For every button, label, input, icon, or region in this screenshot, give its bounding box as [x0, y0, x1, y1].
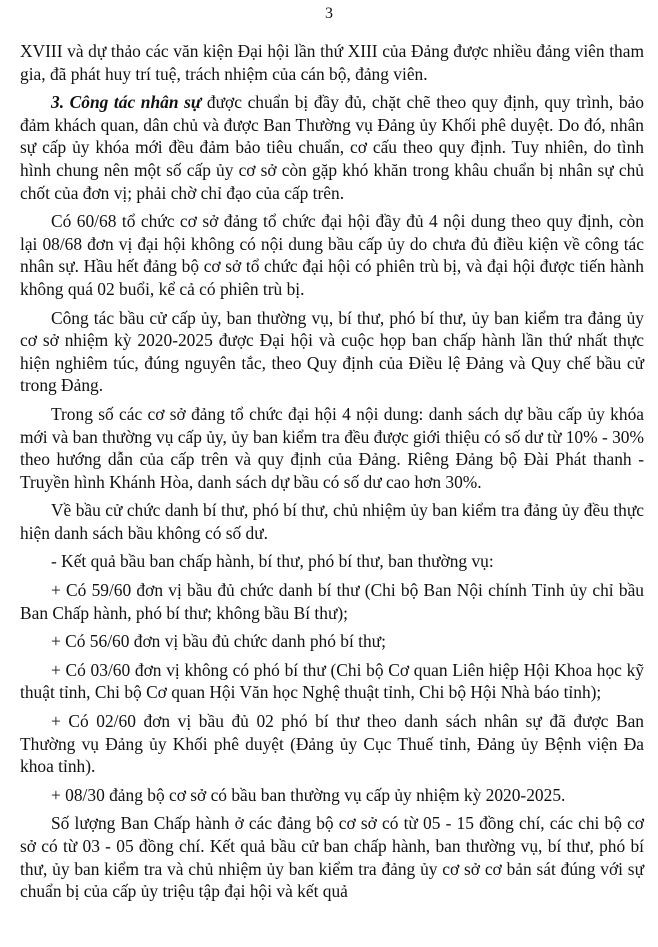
section-heading: 3. Công tác nhân sự — [51, 92, 202, 113]
list-item: + Có 02/60 đơn vị bầu đủ 02 phó bí thư theo danh sách nhân sự đã được Ban Thường vụ Đảng ủy Khối phê duyệt (Đảng ủy Cục Thuế tỉnh, Đảng ủy Bệnh viện Đa khoa tỉnh). — [20, 711, 644, 777]
list-item: + Có 59/60 đơn vị bầu đủ chức danh bí thư (Chi bộ Ban Nội chính Tỉnh ủy chỉ bầu Ban Chấp hành, phó bí thư; không bầu Bí thư); — [20, 580, 644, 623]
list-item: + 08/30 đảng bộ cơ sở có bầu ban thường vụ cấp ủy nhiệm kỳ 2020-2025. — [51, 784, 566, 805]
paragraph-personnel-section — [20, 91, 644, 204]
list-item: + Có 56/60 đơn vị bầu đủ chức danh phó bí thư; — [51, 631, 386, 652]
document-body — [20, 40, 644, 903]
paragraph: Số lượng Ban Chấp hành ở các đảng bộ cơ sở có từ 05 - 15 đồng chí, các chi bộ cơ sở có từ 03 - 05 đồng chí. Kết quả bầu cử ban chấp hành, ban thường vụ, bí thư, phó bí thư, ủy ban kiểm tra và chủ nhiệm ủy ban kiểm tra đảng ủy cơ sở cơ bản sát đúng với sự chuẩn bị của cấp ủy triệu tập đại hội và kết quả — [20, 813, 644, 902]
paragraph-continuation: XVIII và dự thảo các văn kiện Đại hội lần thứ XIII của Đảng được nhiều đảng viên tham gia, đã phát huy trí tuệ, trách nhiệm của cán bộ, đảng viên. — [20, 41, 644, 84]
paragraph-text: được chuẩn bị đầy đủ, chặt chẽ theo quy định, quy trình, bảo đảm khách quan, dân chủ và được Ban Thường vụ Đảng ủy Khối phê duyệt. Do đó, nhân sự cấp ủy khóa mới đều đảm bảo tiêu chuẩn, cơ cấu theo quy định. Tuy nhiên, do tình hình chung nên một số cấp ủy cơ sở còn gặp khó khăn trong khâu chuẩn bị nhân sự chủ chốt của đơn vị; phải chờ chỉ đạo của cấp trên. — [20, 92, 644, 203]
paragraph: Trong số các cơ sở đảng tổ chức đại hội 4 nội dung: danh sách dự bầu cấp ủy khóa mới và ban thường vụ cấp ủy, ủy ban kiểm tra đều được giới thiệu có số dư từ 10% - 30% theo hướng dẫn của cấp trên và quy định của Đảng. Riêng Đảng bộ Đài Phát thanh - Truyền hình Khánh Hòa, danh sách dự bầu có số dư cao hơn 30%. — [20, 403, 644, 492]
paragraph: Có 60/68 tổ chức cơ sở đảng tổ chức đại hội đầy đủ 4 nội dung theo quy định, còn lại 08/68 đơn vị đại hội không có nội dung bầu cấp ủy do chưa đủ điều kiện về công tác nhân sự. Hầu hết đảng bộ cơ sở tổ chức đại hội có phiên trù bị, và đại hội được tiến hành không quá 02 buổi, kể cả có phiên trù bị. — [20, 211, 644, 299]
list-intro: - Kết quả bầu ban chấp hành, bí thư, phó bí thư, ban thường vụ: — [51, 551, 494, 572]
paragraph: Công tác bầu cử cấp ủy, ban thường vụ, bí thư, phó bí thư, ủy ban kiểm tra đảng ủy cơ sở nhiệm kỳ 2020-2025 được Đại hội và cuộc họp ban chấp hành lần thứ nhất thực hiện nghiêm túc, đúng nguyên tắc, theo Quy định của Điều lệ Đảng và Quy chế bầu cử trong Đảng. — [20, 307, 644, 396]
list-item: + Có 03/60 đơn vị không có phó bí thư (Chi bộ Cơ quan Liên hiệp Hội Khoa học kỹ thuật tỉnh, Chi bộ Cơ quan Hội Văn học Nghệ thuật tỉnh, Chi bộ Hội Nhà báo tỉnh); — [20, 659, 644, 703]
page-number: 3 — [325, 5, 333, 22]
paragraph: Về bầu cử chức danh bí thư, phó bí thư, chủ nhiệm ủy ban kiểm tra đảng ủy đều thực hiện danh sách bầu không có số dư. — [20, 500, 644, 543]
